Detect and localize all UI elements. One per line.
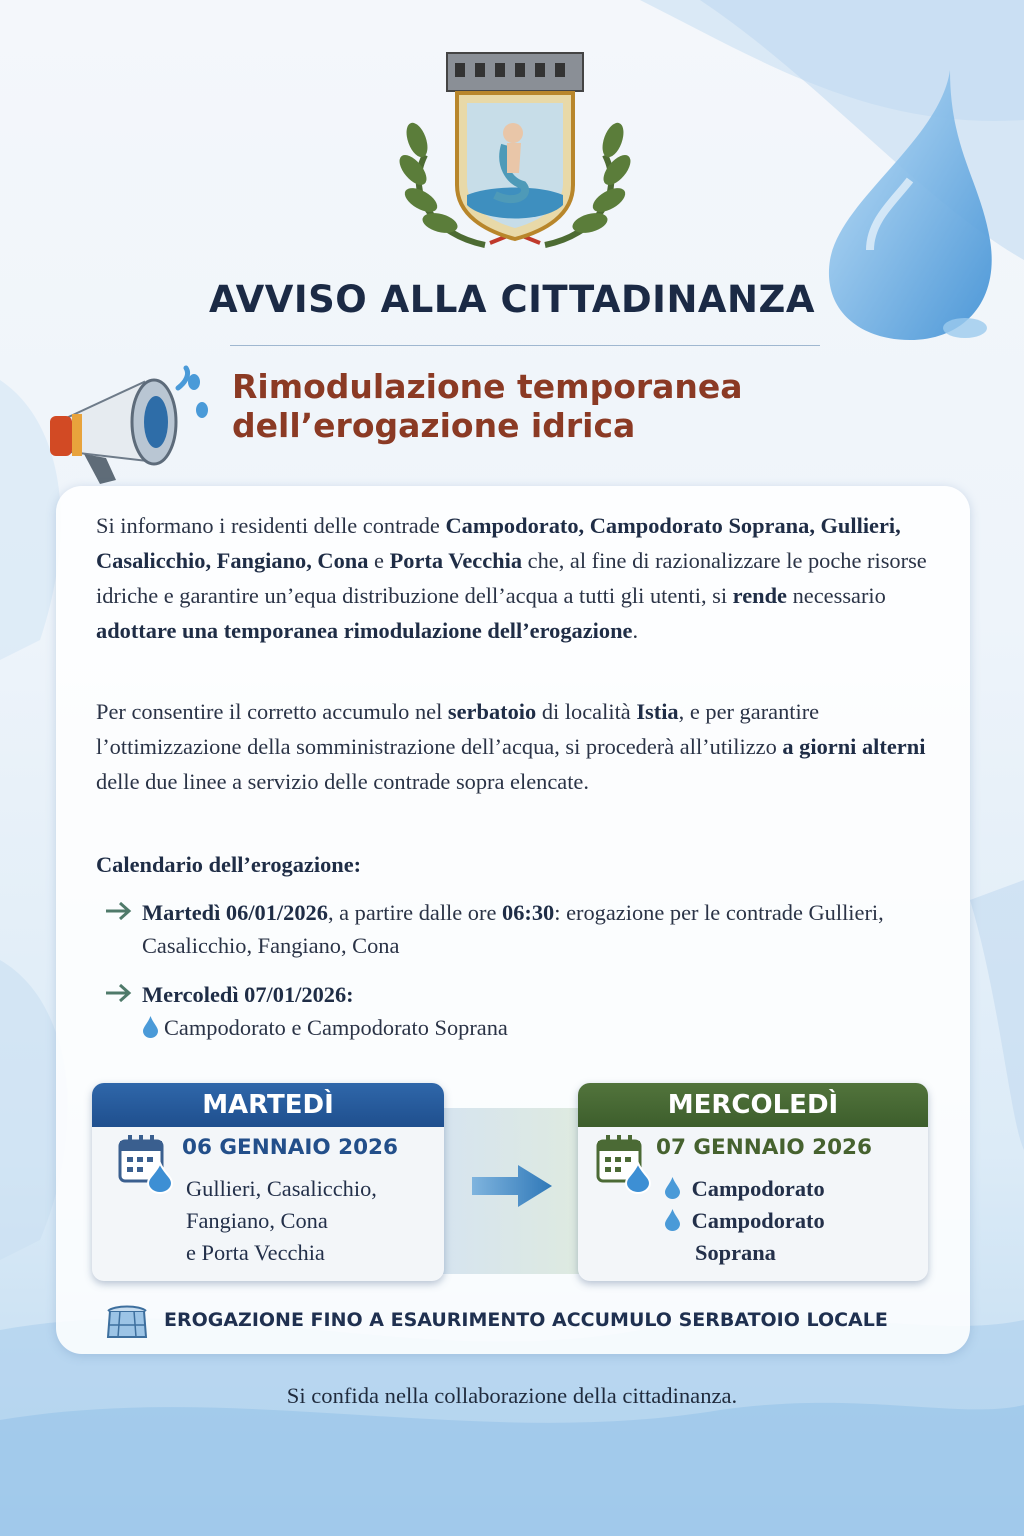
- place-line: [664, 1205, 825, 1237]
- text: e: [368, 548, 390, 573]
- text-bold: adottare una temporanea rimodulazione dell’erogazione: [96, 618, 633, 643]
- arrow-right-icon: [470, 1163, 554, 1209]
- place-line: Gullieri, Casalicchio,: [186, 1176, 377, 1201]
- schedule-time: 06:30: [502, 900, 555, 925]
- place-text: Campodorato: [691, 1176, 825, 1201]
- text: Si informano i residenti delle contrade: [96, 513, 446, 538]
- place-line: Soprana: [695, 1240, 776, 1265]
- notice-subtitle: [232, 368, 852, 445]
- text: .: [632, 618, 639, 643]
- place-line: Fangiano, Cona: [186, 1208, 328, 1233]
- place-porta-vecchia: Porta Vecchia: [389, 548, 523, 573]
- paragraph-residents: [96, 508, 941, 648]
- wednesday-places: [664, 1173, 825, 1269]
- megaphone-icon: [44, 362, 219, 487]
- supply-note: [104, 1303, 924, 1339]
- calendar-title: Calendario dell’erogazione:: [96, 852, 362, 877]
- calendar-icon: [118, 1133, 176, 1195]
- page-title: AVVISO ALLA CITTADINANZA: [209, 278, 815, 321]
- tuesday-date: 06 GENNAIO 2026: [182, 1135, 398, 1160]
- text: che, al fine di razionalizzare le poche risorse idriche e garantire un’equa distribuzione dell’acqua a tutti gli utenti, si: [96, 548, 927, 608]
- wednesday-date: 07 GENNAIO 2026: [656, 1135, 872, 1160]
- closing-line: Si confida nella collaborazione della cittadinanza.: [286, 1383, 738, 1408]
- place-line: e Porta Vecchia: [186, 1240, 325, 1265]
- schedule-day: Martedì 06/01/2026: [142, 900, 328, 925]
- calendar-icon: [596, 1133, 654, 1195]
- text-bold: rende: [732, 583, 787, 608]
- text: Per consentire il corretto accumulo nel: [96, 699, 448, 724]
- water-tank-icon: [104, 1303, 150, 1339]
- text: , a partire dalle ore: [327, 900, 502, 925]
- water-drop-icon: [142, 1015, 159, 1039]
- text: delle due linee a servizio delle contrade sopra elencate.: [96, 769, 589, 794]
- text: , e per garantire l’ottimizzazione della somministrazione dell’acqua, si procederà all’utilizzo: [96, 699, 820, 759]
- text: : erogazione per le contrade Gullieri, Casalicchio, Fangiano, Cona: [142, 900, 884, 958]
- coat-of-arms-icon: [395, 45, 635, 260]
- subtitle-line-2: dell’erogazione idrica: [232, 405, 636, 445]
- places-list: Campodorato, Campodorato Soprana, Gullieri, Casalicchio, Fangiano, Cona: [96, 513, 901, 573]
- schedule-places: Campodorato e Campodorato Soprana: [164, 1015, 508, 1040]
- arrow-right-icon: [104, 980, 134, 1006]
- text-bold: a giorni alterni: [782, 734, 926, 759]
- text: di località: [536, 699, 637, 724]
- tuesday-card: [92, 1083, 444, 1281]
- text: necessario: [787, 583, 886, 608]
- text-bold: serbatoio: [447, 699, 537, 724]
- title-divider: [230, 345, 820, 346]
- subtitle-line-1: Rimodulazione temporanea: [232, 367, 743, 406]
- tuesday-label: MARTEDÌ: [92, 1083, 444, 1127]
- place-text: Campodorato: [691, 1208, 825, 1233]
- tuesday-places: [186, 1173, 377, 1269]
- place-line: [664, 1173, 825, 1205]
- paragraph-reservoir: [96, 694, 941, 799]
- place-istia: Istia: [636, 699, 679, 724]
- water-drop-icon: [664, 1176, 681, 1200]
- arrow-right-icon: [104, 898, 134, 924]
- schedule-day: Mercoledì 07/01/2026:: [142, 982, 354, 1007]
- wednesday-card: [578, 1083, 928, 1281]
- water-drop-icon: [664, 1208, 681, 1232]
- supply-note-text: EROGAZIONE FINO A ESAURIMENTO ACCUMULO SERBATOIO LOCALE: [164, 1309, 888, 1331]
- wednesday-label: MERCOLEDÌ: [578, 1083, 928, 1127]
